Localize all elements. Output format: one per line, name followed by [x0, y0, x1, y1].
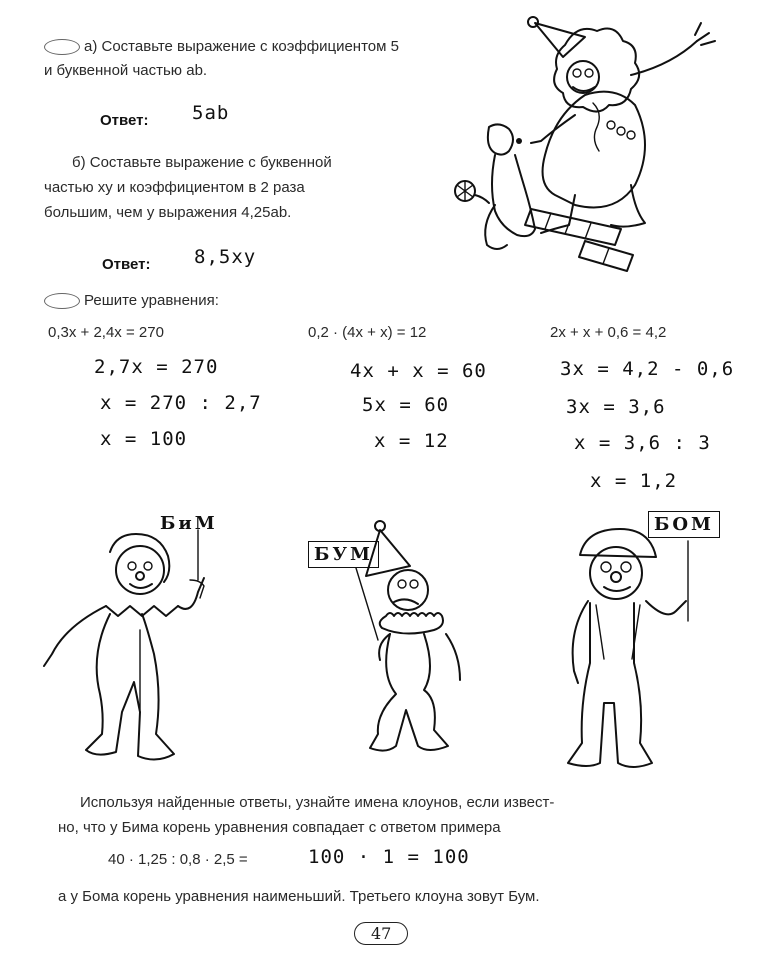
conclusion-line-2: но, что у Бима корень уравнения совпадает с ответом примера	[58, 819, 501, 836]
task-b-answer-value: 8,5xy	[194, 246, 257, 268]
task-b-line-3: большим, чем у выражения 4,25ab.	[44, 204, 292, 221]
task-number-oval	[44, 39, 80, 55]
task-number-oval	[44, 293, 80, 309]
equation-3-step-2: 3x = 3,6	[566, 396, 666, 418]
sign-left: БиМ	[160, 513, 218, 534]
conclusion-line-3: а у Бома корень уравнения наименьший. Третьего клоуна зовут Бум.	[58, 888, 540, 905]
task-b-answer-label: Ответ:	[102, 256, 151, 273]
equation-3: 2x + x + 0,6 = 4,2	[550, 324, 667, 341]
conclusion-example: 40 · 1,25 : 0,8 · 2,5 =	[108, 851, 248, 868]
conclusion-line-1: Используя найденные ответы, узнайте имена клоунов, если извест-	[80, 794, 555, 811]
page-number: 47	[354, 922, 408, 945]
sign-middle: БУМ	[308, 541, 379, 568]
equation-2-step-3: x = 12	[374, 430, 449, 452]
equation-3-step-3: x = 3,6 : 3	[574, 432, 711, 454]
clown-bom-illustration	[560, 515, 710, 785]
equation-2: 0,2 · (4x + x) = 12	[308, 324, 427, 341]
task-a-answer-value: 5ab	[192, 102, 230, 124]
sign-right: БОМ	[648, 511, 720, 538]
task-eq-title-row: Решите уравнения:	[44, 292, 219, 309]
equation-1-step-2: x = 270 : 2,7	[100, 392, 262, 414]
equation-3-step-1: 3x = 4,2 - 0,6	[560, 358, 735, 380]
conclusion-example-answer: 100 · 1 = 100	[308, 846, 470, 868]
equation-1-step-3: x = 100	[100, 428, 188, 450]
task-a-line-2: и буквенной частью ab.	[44, 62, 208, 79]
task-b-line-2: частью xy и коэффициентом в 2 раза	[44, 179, 305, 196]
equation-2-step-2: 5x = 60	[362, 394, 450, 416]
clown-and-dog-illustration	[435, 5, 765, 285]
equation-1-step-1: 2,7x = 270	[94, 356, 219, 378]
clown-bum-illustration	[350, 518, 500, 758]
task-b-line-1: б) Составьте выражение с буквенной	[72, 154, 332, 171]
equation-2-step-1: 4x + x = 60	[350, 360, 487, 382]
equation-3-step-4: x = 1,2	[590, 470, 678, 492]
clown-bim-illustration	[40, 520, 240, 770]
task-a-line-1: а) Составьте выражение с коэффициентом 5	[44, 38, 399, 55]
equation-1: 0,3x + 2,4x = 270	[48, 324, 164, 341]
task-a-answer-label: Ответ:	[100, 112, 149, 129]
